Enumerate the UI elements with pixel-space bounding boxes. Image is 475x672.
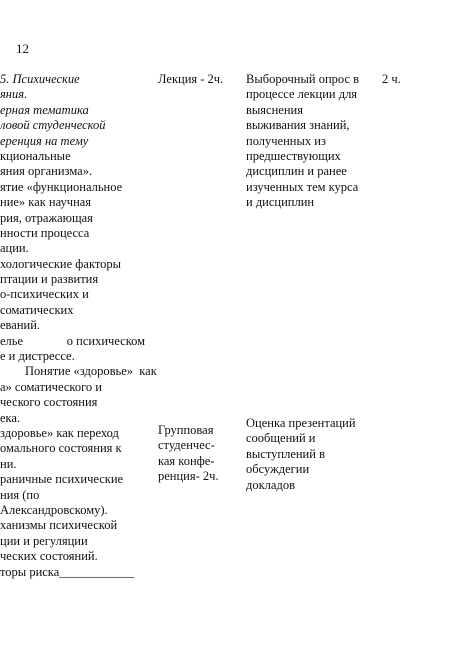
page-number: 12 xyxy=(16,41,29,56)
control-line: выживания знаний, xyxy=(246,118,350,133)
topic-line: ции и регуляции xyxy=(0,533,88,548)
topic-line: здоровье» как переход xyxy=(0,425,119,440)
topic-line: ние» как научная xyxy=(0,195,92,210)
control-line: докладов xyxy=(246,477,295,492)
topic-line: Александровскому). xyxy=(0,502,108,517)
topic-line: ни. xyxy=(0,456,17,471)
topic-line: яния организма». xyxy=(0,164,93,179)
conference-line: студенчес- xyxy=(158,438,215,453)
topic-line: нности процесса xyxy=(0,225,90,240)
control-line: предшествующих xyxy=(246,149,341,164)
topic-column xyxy=(0,72,168,580)
topic-line: о-психических и xyxy=(0,287,89,302)
control-line: выступлений в xyxy=(246,446,325,461)
topic-line: хологические факторы xyxy=(0,256,122,271)
topic-line: еренция на тему xyxy=(0,133,89,148)
topic-line: ека. xyxy=(0,410,21,425)
control-line: и дисциплин xyxy=(246,195,315,210)
topic-line: е и дистрессе. xyxy=(0,349,75,364)
activity-type-conference xyxy=(158,423,238,485)
control-line: дисциплин и ранее xyxy=(246,164,347,179)
topic-line: яния. xyxy=(0,87,28,102)
topic-line: еваний. xyxy=(0,318,41,333)
topic-line: ческого состояния xyxy=(0,395,98,410)
conference-line: кая конфе- xyxy=(158,453,215,468)
topic-line: ческих состояний. xyxy=(0,549,98,564)
control-line: обсуждегии xyxy=(246,462,310,477)
topic-line: Понятие «здоровье» как xyxy=(0,364,157,379)
topic-line: омального состояния к xyxy=(0,441,122,456)
conference-line: ренция- 2ч. xyxy=(158,469,219,484)
activity-type-lecture: Лекция - 2ч. xyxy=(158,72,224,86)
control-line: процессе лекции для xyxy=(246,87,358,102)
topic-line: рия, отражающая xyxy=(0,210,93,225)
control-line: Оценка презентаций xyxy=(246,416,356,430)
topic-line: ния (по xyxy=(0,487,40,502)
topic-line: раничные психические xyxy=(0,472,124,487)
topic-line: ханизмы психической xyxy=(0,518,118,533)
topic-line: ятие «функциональное xyxy=(0,179,123,194)
topic-line: 5. Психические xyxy=(0,72,80,86)
topic-line: а» соматического и xyxy=(0,379,102,394)
control-line: сообщений и xyxy=(246,431,316,446)
topic-line: соматических xyxy=(0,302,74,317)
topic-line: птации и развития xyxy=(0,272,99,287)
hours: 2 ч. xyxy=(382,72,401,86)
topic-line: ации. xyxy=(0,241,29,256)
control-line: изученных тем курса xyxy=(246,179,359,194)
control-form-presentations xyxy=(246,416,372,493)
topic-line: ловой студенческой xyxy=(0,118,106,133)
topic-line: ерная тематика xyxy=(0,102,89,117)
topic-line: кциональные xyxy=(0,148,71,163)
control-line: полученных из xyxy=(246,133,326,148)
control-form-survey xyxy=(246,72,376,211)
topic-line: елье о психическом xyxy=(0,333,146,348)
control-line: выяснения xyxy=(246,102,303,117)
conference-line: Групповая xyxy=(158,423,214,437)
control-line: Выборочный опрос в xyxy=(246,72,360,86)
topic-line: торы риска____________ xyxy=(0,564,135,579)
